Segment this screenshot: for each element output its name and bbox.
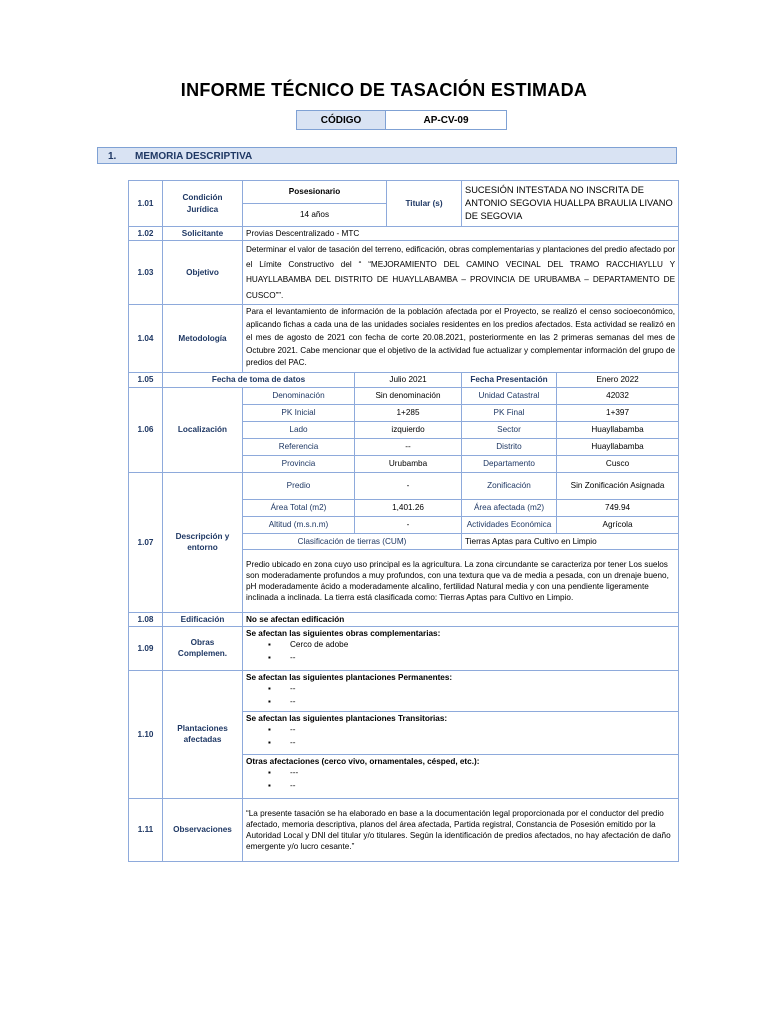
row-label: Localización: [163, 387, 243, 472]
row-1-11: [129, 798, 679, 861]
years-value: 14 años: [243, 204, 387, 227]
loc-value: Urubamba: [355, 455, 462, 472]
area-total-label: Área Total (m2): [243, 499, 355, 516]
row-1-08: [129, 612, 679, 626]
loc-key: Provincia: [243, 455, 355, 472]
row-number: 1.06: [129, 387, 163, 472]
posesionario-label: Posesionario: [243, 181, 387, 204]
code-label: CÓDIGO: [297, 111, 386, 130]
row-number: 1.02: [129, 227, 163, 241]
loc-key: Distrito: [462, 438, 557, 455]
otras-list: [246, 767, 675, 792]
clasificacion-value: Tierras Aptas para Cultivo en Limpio: [462, 533, 679, 549]
section-header: [97, 147, 677, 164]
row-1-09: [129, 626, 679, 670]
row-1-03: [129, 241, 679, 305]
row-number: 1.09: [129, 626, 163, 670]
row-label: Objetivo: [163, 241, 243, 305]
list-item: ▪ --: [290, 652, 675, 665]
section-title: MEMORIA DESCRIPTIVA: [135, 151, 253, 162]
loc-value: Cusco: [557, 455, 679, 472]
solicitante-value: Provias Descentralizado - MTC: [243, 227, 679, 241]
altitud-label: Altitud (m.s.n.m): [243, 516, 355, 533]
row-number: 1.05: [129, 372, 163, 387]
zonificacion-value: Sin Zonificación Asignada: [557, 472, 679, 499]
row-label: Observaciones: [163, 798, 243, 861]
row-label: Condición Jurídica: [163, 181, 243, 227]
row-label: Solicitante: [163, 227, 243, 241]
loc-key: PK Inicial: [243, 404, 355, 421]
list-item: ▪ --: [290, 683, 675, 696]
transitorias-heading: Se afectan las siguientes plantaciones Transitorias:: [246, 713, 448, 723]
fecha-toma-value: Julio 2021: [355, 372, 462, 387]
row-1-04: [129, 304, 679, 372]
clasificacion-label: Clasificación de tierras (CUM): [243, 533, 462, 549]
fecha-presentacion-label: Fecha Presentación: [462, 372, 557, 387]
list-item: ▪ Cerco de adobe: [290, 639, 675, 652]
loc-value: Huayllabamba: [557, 421, 679, 438]
loc-value: izquierdo: [355, 421, 462, 438]
row-number: 1.08: [129, 612, 163, 626]
fecha-toma-label: Fecha de toma de datos: [163, 372, 355, 387]
list-item: ▪ --: [290, 780, 675, 793]
row-label: Metodología: [163, 304, 243, 372]
row-number: 1.03: [129, 241, 163, 305]
list-item: ▪ --: [290, 696, 675, 709]
section-number: 1.: [108, 151, 117, 162]
area-afectada-value: 749.94: [557, 499, 679, 516]
actividades-value: Agrícola: [557, 516, 679, 533]
row-label: Edificación: [163, 612, 243, 626]
row-1-02: [129, 227, 679, 241]
loc-value: --: [355, 438, 462, 455]
row-number: 1.11: [129, 798, 163, 861]
permanentes-list: [246, 683, 675, 708]
zonificacion-label: Zonificación: [462, 472, 557, 499]
row-1-01: [129, 181, 679, 204]
permanentes-heading: Se afectan las siguientes plantaciones Permanentes:: [246, 672, 453, 682]
loc-value: Huayllabamba: [557, 438, 679, 455]
row-1-10: [129, 670, 679, 711]
area-afectada-label: Área afectada (m2): [462, 499, 557, 516]
altitud-value: -: [355, 516, 462, 533]
code-table: [296, 110, 507, 130]
loc-key: Lado: [243, 421, 355, 438]
row-1-05: [129, 372, 679, 387]
loc-value: 1+285: [355, 404, 462, 421]
row-label: Plantaciones afectadas: [163, 670, 243, 798]
memoria-table: [128, 180, 679, 862]
edificacion-value: No se afectan edificación: [243, 612, 679, 626]
observaciones-value: “La presente tasación se ha elaborado en base a la documentación legal proporcionada por el conductor del predio afectado, memoria descriptiva, planos del área afectada, Partida registral, Constancia de Posesión emitido por la Autoridad Local y DNI del titular y/o titulares. Según la identificación de predios afectados, no hay afectación de daño emergente y/o lucro cesante.”: [243, 798, 679, 861]
row-number: 1.10: [129, 670, 163, 798]
loc-key: Unidad Catastral: [462, 387, 557, 404]
row-label: Descripción y entorno: [163, 472, 243, 612]
obras-heading: Se afectan las siguientes obras complementarias:: [246, 628, 441, 638]
row-number: 1.04: [129, 304, 163, 372]
predio-label: Predio: [243, 472, 355, 499]
entorno-description: Predio ubicado en zona cuyo uso principal es la agricultura. La zona circundante se caracteriza por tener Los suelos son moderadamente profundos a muy profundos, con una textura que va de media a pesada, con un drenaje bueno, pH moderadamente ácido a moderadamente alcalino, fertilidad Natural media y con una pendiente ligeramente inclinada a inclinada. La tierra está clasificada como: Tierras Aptas para Cultivo en Limpio.: [243, 549, 679, 612]
obras-list: [246, 639, 675, 664]
row-label: Obras Complemen.: [163, 626, 243, 670]
titular-value: SUCESIÓN INTESTADA NO INSCRITA DE ANTONIO SEGOVIA HUALLPA BRAULIA LIVANO DE SEGOVIA: [462, 181, 679, 227]
objetivo-value: Determinar el valor de tasación del terreno, edificación, obras complementarias y plantaciones del predio afectado por el Límite Constructivo del “ “MEJORAMIENTO DEL CAMINO VECINAL DEL TRAMO RACCHIAYLLU Y HUAYLLABAMBA DEL DISTRITO DE HUAYLLABAMBA – PROVINCIA DE URUBAMBA – DEPARTAMENTO DE CUSCO””.: [243, 241, 679, 305]
titular-label: Titular (s): [387, 181, 462, 227]
loc-value: 1+397: [557, 404, 679, 421]
fecha-presentacion-value: Enero 2022: [557, 372, 679, 387]
loc-value: Sin denominación: [355, 387, 462, 404]
row-number: 1.01: [129, 181, 163, 227]
loc-value: 42032: [557, 387, 679, 404]
code-value: AP-CV-09: [386, 111, 507, 130]
list-item: ▪ --: [290, 724, 675, 737]
list-item: ▪ --: [290, 737, 675, 750]
otras-heading: Otras afectaciones (cerco vivo, ornamentales, césped, etc.):: [246, 756, 480, 766]
row-1-06: [129, 387, 679, 404]
list-item: ▪ ---: [290, 767, 675, 780]
loc-key: PK Final: [462, 404, 557, 421]
row-number: 1.07: [129, 472, 163, 612]
transitorias-list: [246, 724, 675, 749]
metodologia-value: Para el levantamiento de información de la población afectada por el Proyecto, se realizó el censo socioeconómico, aplicando fichas a cada una de las unidades sociales residentes en los predios afectados. Esta actividad se realizó en el mes de agosto de 2021 con fecha de corte 20.08.2021, posteriormente en las 2 primeras semanas del mes de Octubre 2021. Cabe mencionar que el objetivo de la actividad fue actualizar y complementar información del grupo de predios del PAC.: [243, 304, 679, 372]
loc-key: Departamento: [462, 455, 557, 472]
loc-key: Sector: [462, 421, 557, 438]
predio-value: -: [355, 472, 462, 499]
document-title: INFORME TÉCNICO DE TASACIÓN ESTIMADA: [180, 80, 588, 100]
actividades-label: Actividades Económica: [462, 516, 557, 533]
area-total-value: 1,401.26: [355, 499, 462, 516]
loc-key: Denominación: [243, 387, 355, 404]
row-1-07: [129, 472, 679, 499]
loc-key: Referencia: [243, 438, 355, 455]
